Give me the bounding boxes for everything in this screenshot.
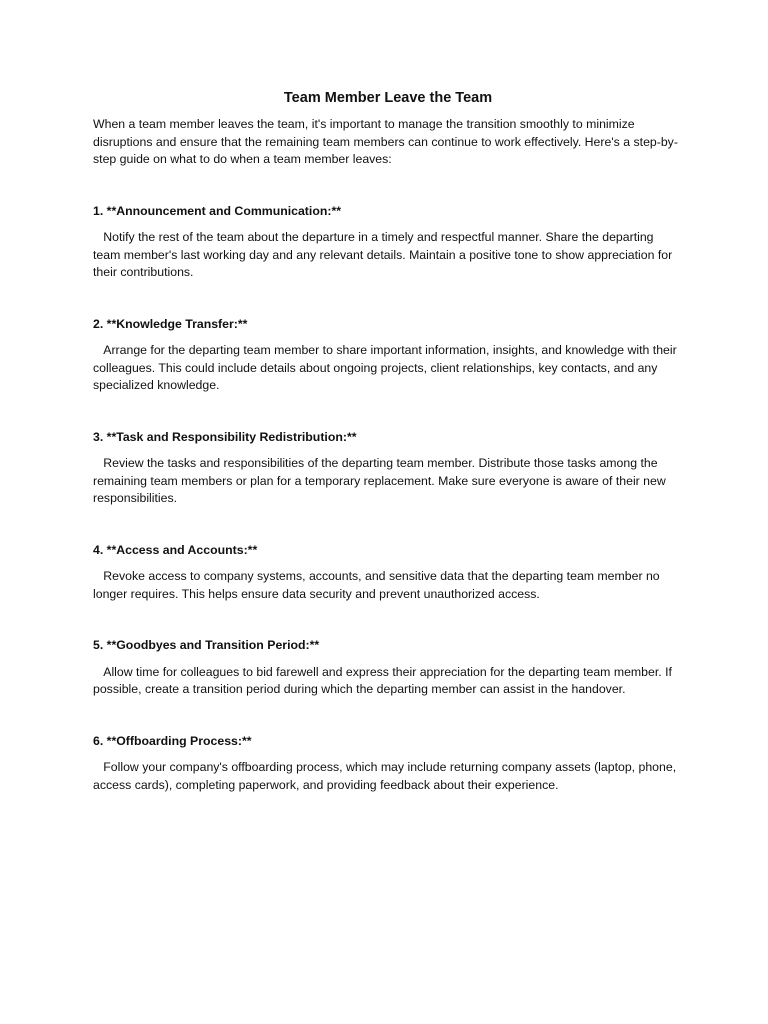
section-5 [93, 637, 683, 699]
section-body: Notify the rest of the team about the departure in a timely and respectful manner. Share the departing team member's last working day and any relevant details. Maintain a positive tone to show appreciation for their contributions. [93, 230, 676, 279]
section-2 [93, 316, 683, 395]
section-heading: 6. **Offboarding Process:** [93, 733, 252, 748]
section-body: Revoke access to company systems, accounts, and sensitive data that the departing team member no longer requires. This helps ensure data security and prevent unauthorized access. [93, 569, 664, 601]
section-4 [93, 542, 683, 604]
intro-paragraph: When a team member leaves the team, it's important to manage the transition smoothly to minimize disruptions and ensure that the remaining team members can continue to work effectively. Here's a step-by-step guide on what to do when a team member leaves: [93, 117, 678, 166]
section-body: Follow your company's offboarding process, which may include returning company assets (laptop, phone, access cards), completing paperwork, and providing feedback about their experience. [93, 760, 680, 792]
section-heading: 2. **Knowledge Transfer:** [93, 316, 248, 331]
section-3 [93, 429, 683, 508]
section-heading: 5. **Goodbyes and Transition Period:** [93, 638, 320, 652]
section-body: Review the tasks and responsibilities of the departing team member. Distribute those tasks among the remaining team members or plan for a temporary replacement. Make sure everyone is aware of their new responsibilities. [93, 456, 670, 505]
section-heading: 1. **Announcement and Communication:** [93, 203, 342, 218]
section-body: Arrange for the departing team member to share important information, insights, and knowledge with their colleagues. This could include details about ongoing projects, client relationships, key contacts, and any specialized knowledge. [93, 343, 681, 392]
section-heading: 4. **Access and Accounts:** [93, 542, 258, 557]
document-title: Team Member Leave the Team [283, 90, 493, 106]
section-body: Allow time for colleagues to bid farewell and express their appreciation for the departing team member. If possible, create a transition period during which the departing member can assist in the handover. [93, 664, 676, 696]
section-1 [93, 203, 683, 282]
section-heading: 3. **Task and Responsibility Redistribution:** [93, 429, 357, 444]
document-page [93, 86, 683, 794]
section-6 [93, 733, 683, 795]
